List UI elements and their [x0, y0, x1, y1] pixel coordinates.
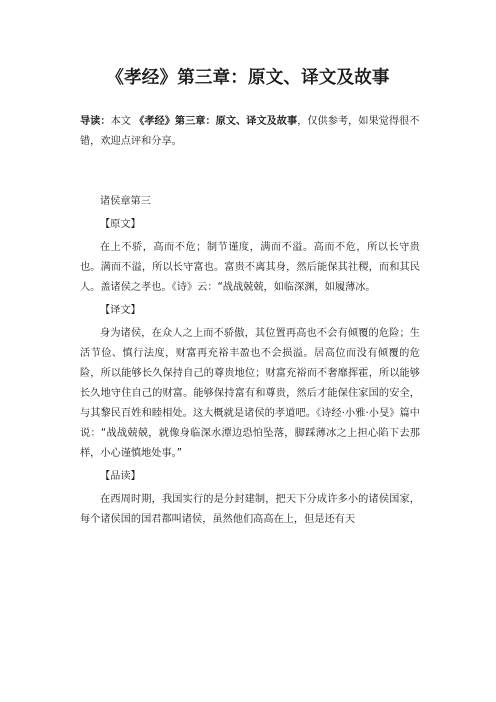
intro-lead: 导读：	[80, 116, 111, 127]
original-text-paragraph: 在上不骄，高而不危；制节谨度，满而不溢。高而不危，所以长守贵也。满而不溢，所以长守富也。富贵不离其身，然后能保其社稷，而和其民人。盖诸侯之孝也。《诗》云：“战战兢兢，如临深渊，如履薄冰。	[80, 242, 420, 293]
intro-post: ，仅供参考，如果觉得很不错，欢迎点评和分享。	[80, 116, 420, 147]
section-label-translation: 【译文】	[100, 305, 141, 316]
intro-paragraph	[80, 112, 420, 152]
document-title: 《孝经》第三章：原文、译文及故事	[106, 68, 390, 88]
section-label-commentary: 【品读】	[100, 471, 141, 482]
document-body	[80, 192, 420, 533]
section-label-original: 【原文】	[100, 219, 141, 230]
intro-article-title: 《孝经》第三章：原文、译文及故事	[134, 116, 298, 127]
intro-pre: 本文	[110, 116, 135, 127]
chapter-heading: 诸侯章第三	[100, 196, 151, 207]
translation-paragraph: 身为诸侯，在众人之上而不骄傲，其位置再高也不会有倾覆的危险；生活节俭、慎行法度，财富再充裕丰盈也不会损溢。居高位而没有倾覆的危险，所以能够长久保持自己的尊贵地位；财富充裕而不奢靡挥霍，所以能够长久地守住自己的财富。能够保持富有和尊贵，然后才能保住家国的安全，与其黎民百姓和睦相处。这大概就是诸侯的孝道吧。《诗经·小雅·小旻》篇中说：“战战兢兢，就像身临深水潭边恐怕坠落，脚踩薄冰之上担心陷下去那样，小心谨慎地处事。”	[80, 328, 420, 459]
commentary-paragraph: 在西周时期，我国实行的是分封建制，把天下分成许多小的诸侯国家，每个诸侯国的国君都叫诸侯，虽然他们高高在上，但是还有天	[80, 494, 420, 525]
